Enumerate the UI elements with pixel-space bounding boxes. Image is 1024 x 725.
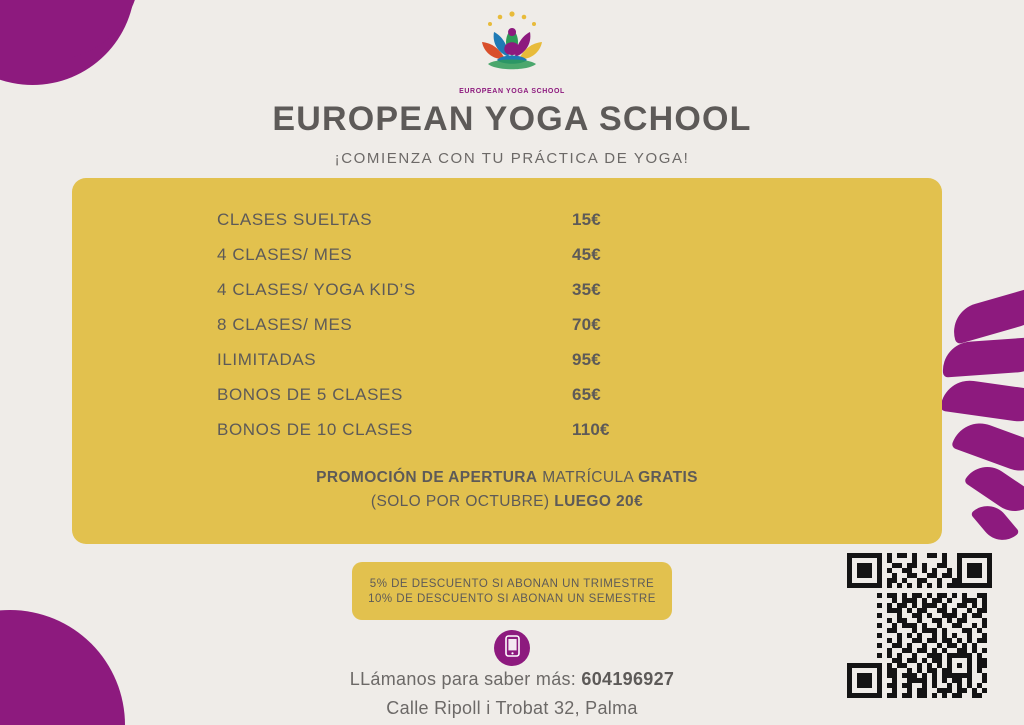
pricing-row-label: BONOS DE 10 CLASES [217,420,413,439]
pricing-row-label: 8 CLASES/ MES [217,315,353,334]
pricing-row-price: 45€ [572,245,601,264]
phone-badge [494,630,530,666]
discount-line-2: 10% DE DESCUENTO SI ABONAN UN SEMESTRE [368,592,656,605]
pricing-row-label: CLASES SUELTAS [217,210,373,229]
logo [0,8,1024,95]
pricing-row-label: 4 CLASES/ MES [217,245,353,264]
pricing-row [217,245,757,280]
pricing-row [217,385,757,420]
address-line: Calle Ripoll i Trobat 32, Palma [386,698,638,718]
pricing-row-label: 4 CLASES/ YOGA KID’S [217,280,416,299]
pricing-row-price: 95€ [572,350,601,369]
pricing-row-price: 110€ [572,420,610,439]
pricing-row-price: 35€ [572,280,601,299]
promotion-line-2 [72,490,942,514]
promotion-mid-text: MATRÍCULA [537,469,639,486]
lotus-logo-icon [464,8,560,86]
promotion-strong-luego: LUEGO 20€ [554,493,644,511]
promotion-period: (SOLO POR OCTUBRE) [370,493,555,511]
discount-line-1: 5% DE DESCUENTO SI ABONAN UN TRIMESTRE [369,577,655,590]
decorative-petal [947,285,1024,344]
pricing-card [72,178,942,544]
pricing-row-label: BONOS DE 5 CLASES [217,385,403,404]
pricing-row [217,420,757,455]
call-prefix-text: LLámanos para saber más: [349,669,582,689]
pricing-row-price: 70€ [572,315,601,334]
decorative-petal [941,336,1024,377]
phone-number[interactable]: 604196927 [581,669,675,689]
qr-code-icon[interactable] [847,553,992,698]
pricing-row [217,210,757,245]
discount-box [352,562,672,620]
promotion-note [72,466,942,514]
pricing-row [217,315,757,350]
pricing-list [217,210,757,455]
pricing-row-label: ILIMITADAS [217,350,317,369]
mobile-phone-icon [505,635,520,662]
page-title: EUROPEAN YOGA SCHOOL [272,100,752,138]
decorative-petal [940,377,1024,425]
pricing-row [217,350,757,385]
promotion-line-1 [72,466,942,490]
page-subtitle: ¡COMIENZA CON TU PRÁCTICA DE YOGA! [334,150,690,167]
promotion-strong-gratis: GRATIS [638,469,698,486]
pricing-row-price: 65€ [572,385,601,404]
logo-caption: EUROPEAN YOGA SCHOOL [459,88,565,95]
promotion-strong-apertura: PROMOCIÓN DE APERTURA [316,469,538,486]
pricing-row-price: 15€ [572,210,601,229]
pricing-row [217,280,757,315]
